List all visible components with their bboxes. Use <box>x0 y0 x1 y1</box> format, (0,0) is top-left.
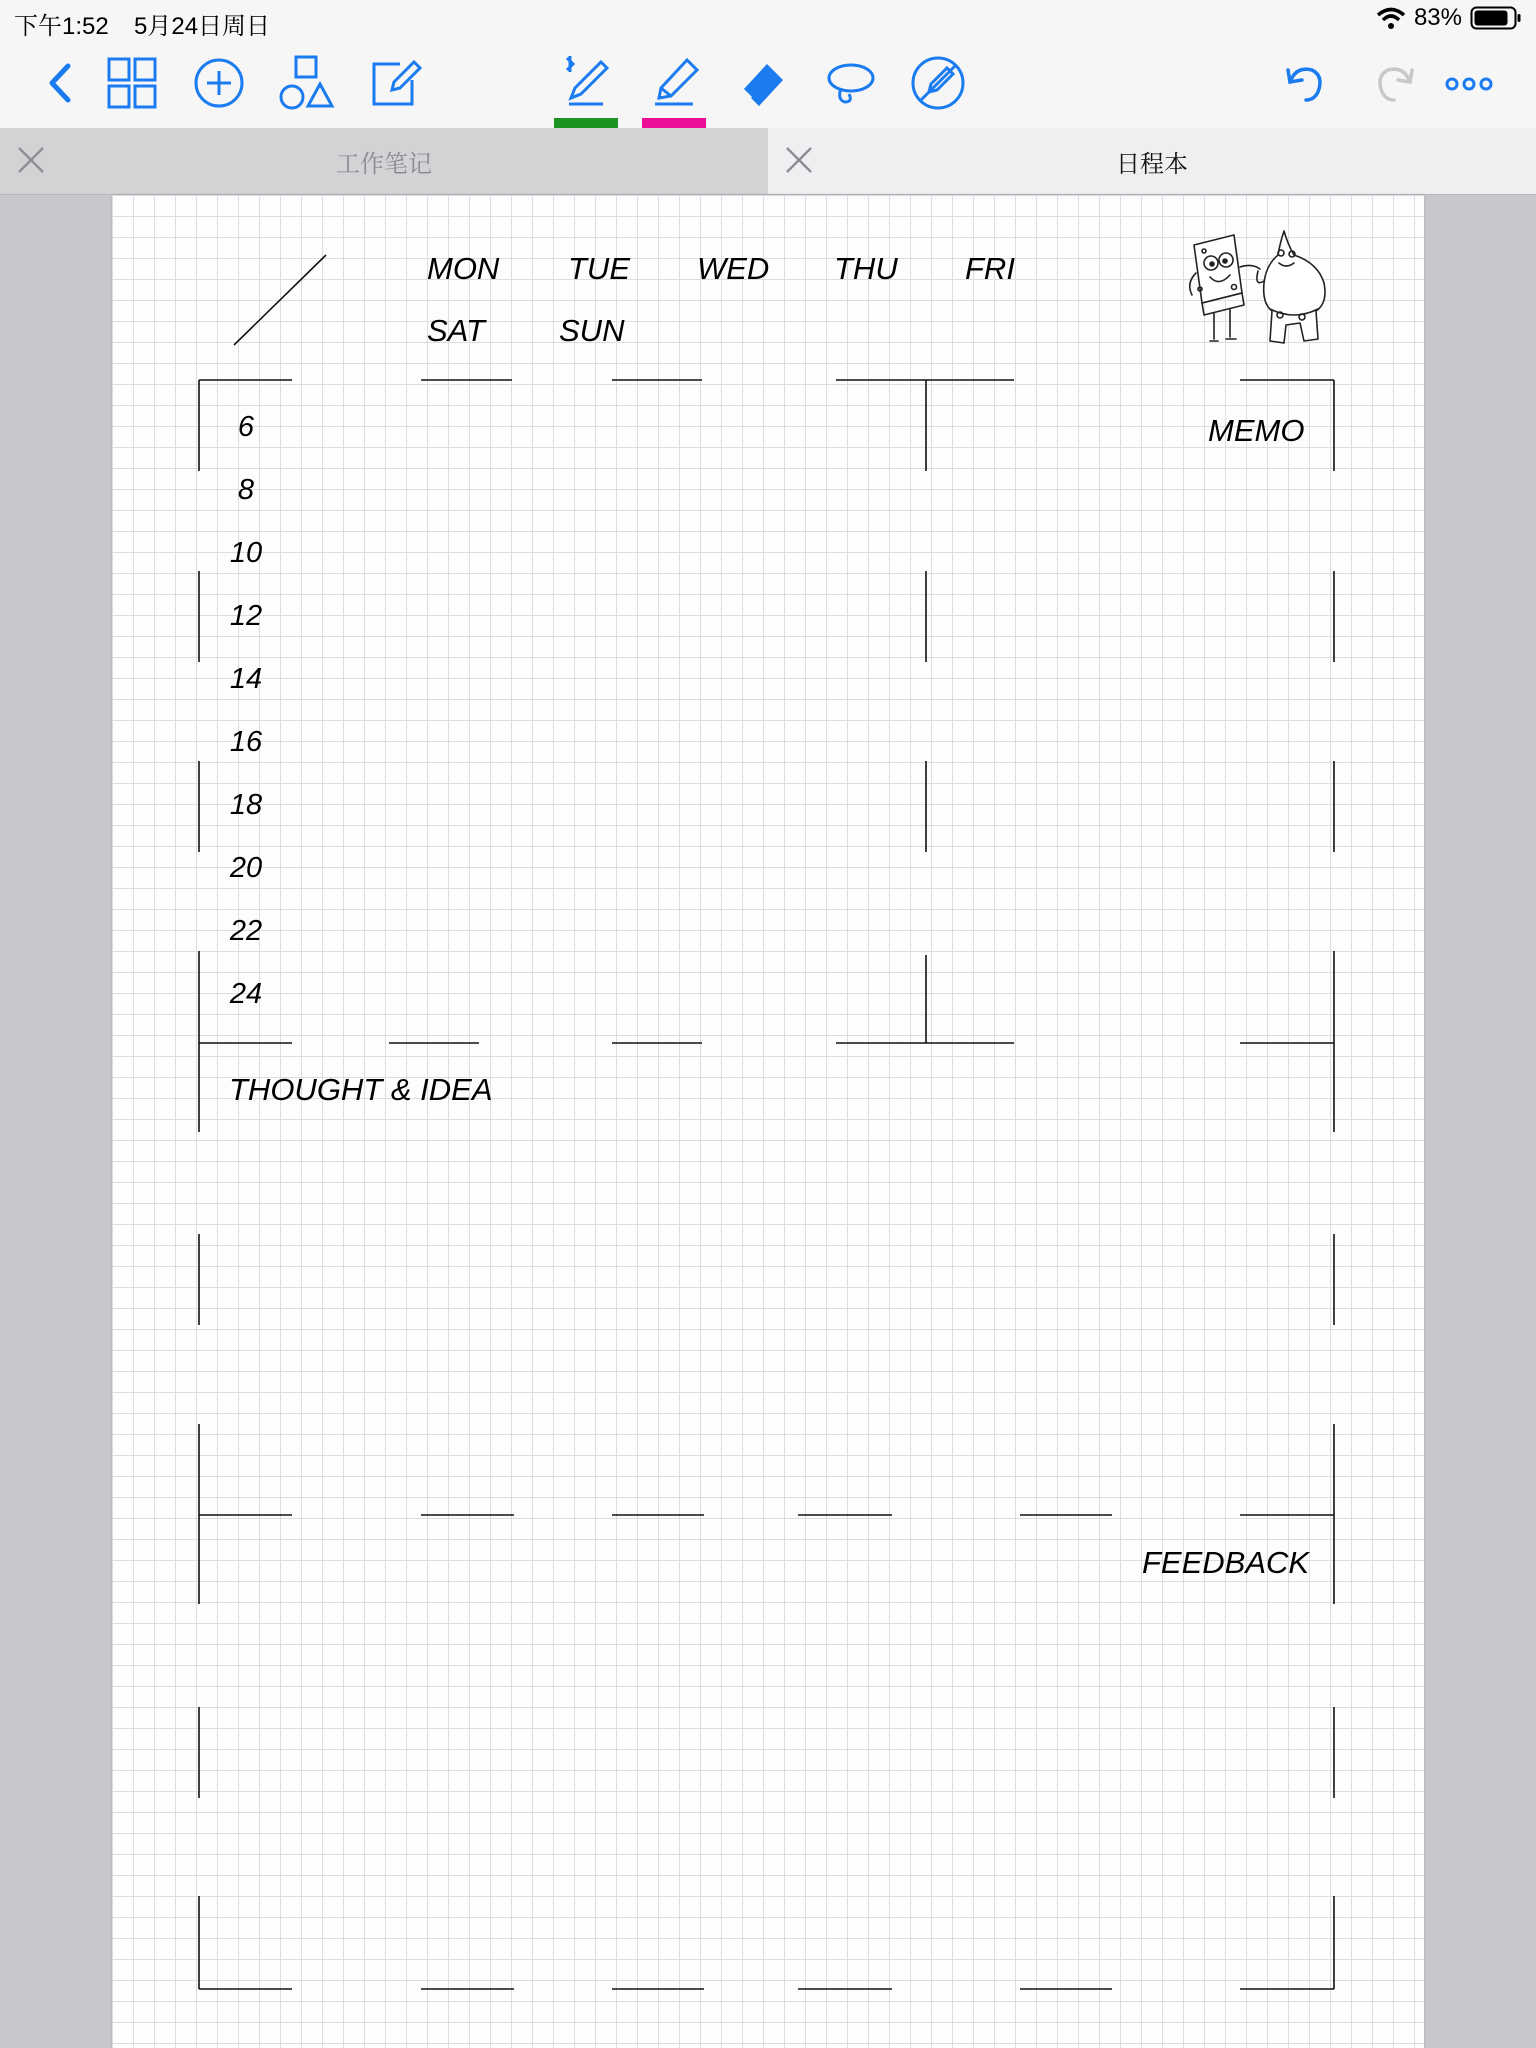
pen-tool-icon[interactable] <box>551 48 621 118</box>
battery-percent: 83% <box>1413 4 1462 31</box>
pen-color-indicator <box>554 118 618 128</box>
tab-bar <box>0 128 1536 195</box>
day-label-tue: TUE <box>568 251 630 286</box>
feedback-label: FEEDBACK <box>1142 1545 1310 1580</box>
planner-frame-lines <box>112 195 1424 2048</box>
memo-label: MEMO <box>1208 413 1305 448</box>
hour-label: 6 <box>237 411 255 443</box>
day-label-sun: SUN <box>559 313 625 348</box>
planner-page[interactable] <box>112 195 1424 2048</box>
day-label-wed: WED <box>697 251 770 286</box>
day-label-mon: MON <box>427 251 500 286</box>
laser-pointer-icon[interactable] <box>903 48 973 118</box>
wifi-icon <box>1376 6 1406 30</box>
battery-icon <box>1470 6 1522 30</box>
hour-label: 22 <box>229 915 263 947</box>
more-icon[interactable] <box>1434 48 1504 118</box>
status-date: 5月24日周日 <box>134 13 271 40</box>
lasso-tool-icon[interactable] <box>815 48 885 118</box>
thought-idea-label: THOUGHT & IDEA <box>229 1072 493 1107</box>
tab-schedule[interactable] <box>768 128 1536 194</box>
back-icon[interactable] <box>24 48 94 118</box>
hour-label: 10 <box>229 537 263 569</box>
hour-label: 8 <box>237 474 255 506</box>
hour-label: 14 <box>229 663 263 695</box>
tab-label: 日程本 <box>1116 150 1188 178</box>
shapes-icon[interactable] <box>272 48 342 118</box>
tab-label: 工作笔记 <box>336 150 432 178</box>
undo-icon[interactable] <box>1270 48 1340 118</box>
hour-label: 18 <box>229 789 263 821</box>
add-page-icon[interactable] <box>184 48 254 118</box>
grid-view-icon[interactable] <box>97 48 167 118</box>
day-label-thu: THU <box>834 251 898 286</box>
redo-icon[interactable] <box>1360 48 1430 118</box>
hour-label: 20 <box>229 852 263 884</box>
edit-note-icon[interactable] <box>360 48 430 118</box>
status-right <box>1376 4 1522 32</box>
highlighter-tool-icon[interactable] <box>639 48 709 118</box>
close-icon[interactable] <box>782 143 816 177</box>
highlighter-color-indicator <box>642 118 706 128</box>
toolbar <box>0 40 1536 128</box>
hour-label: 16 <box>229 726 263 758</box>
close-icon[interactable] <box>14 143 48 177</box>
cartoon-sticker-icon <box>1184 227 1332 351</box>
eraser-tool-icon[interactable] <box>727 48 797 118</box>
tab-work-notes[interactable] <box>0 128 768 194</box>
status-bar <box>0 0 1536 40</box>
day-label-fri: FRI <box>965 251 1015 286</box>
day-label-sat: SAT <box>427 313 485 348</box>
hour-label: 12 <box>229 600 263 632</box>
hour-label: 24 <box>229 978 263 1010</box>
status-time: 下午1:52 <box>14 13 109 40</box>
